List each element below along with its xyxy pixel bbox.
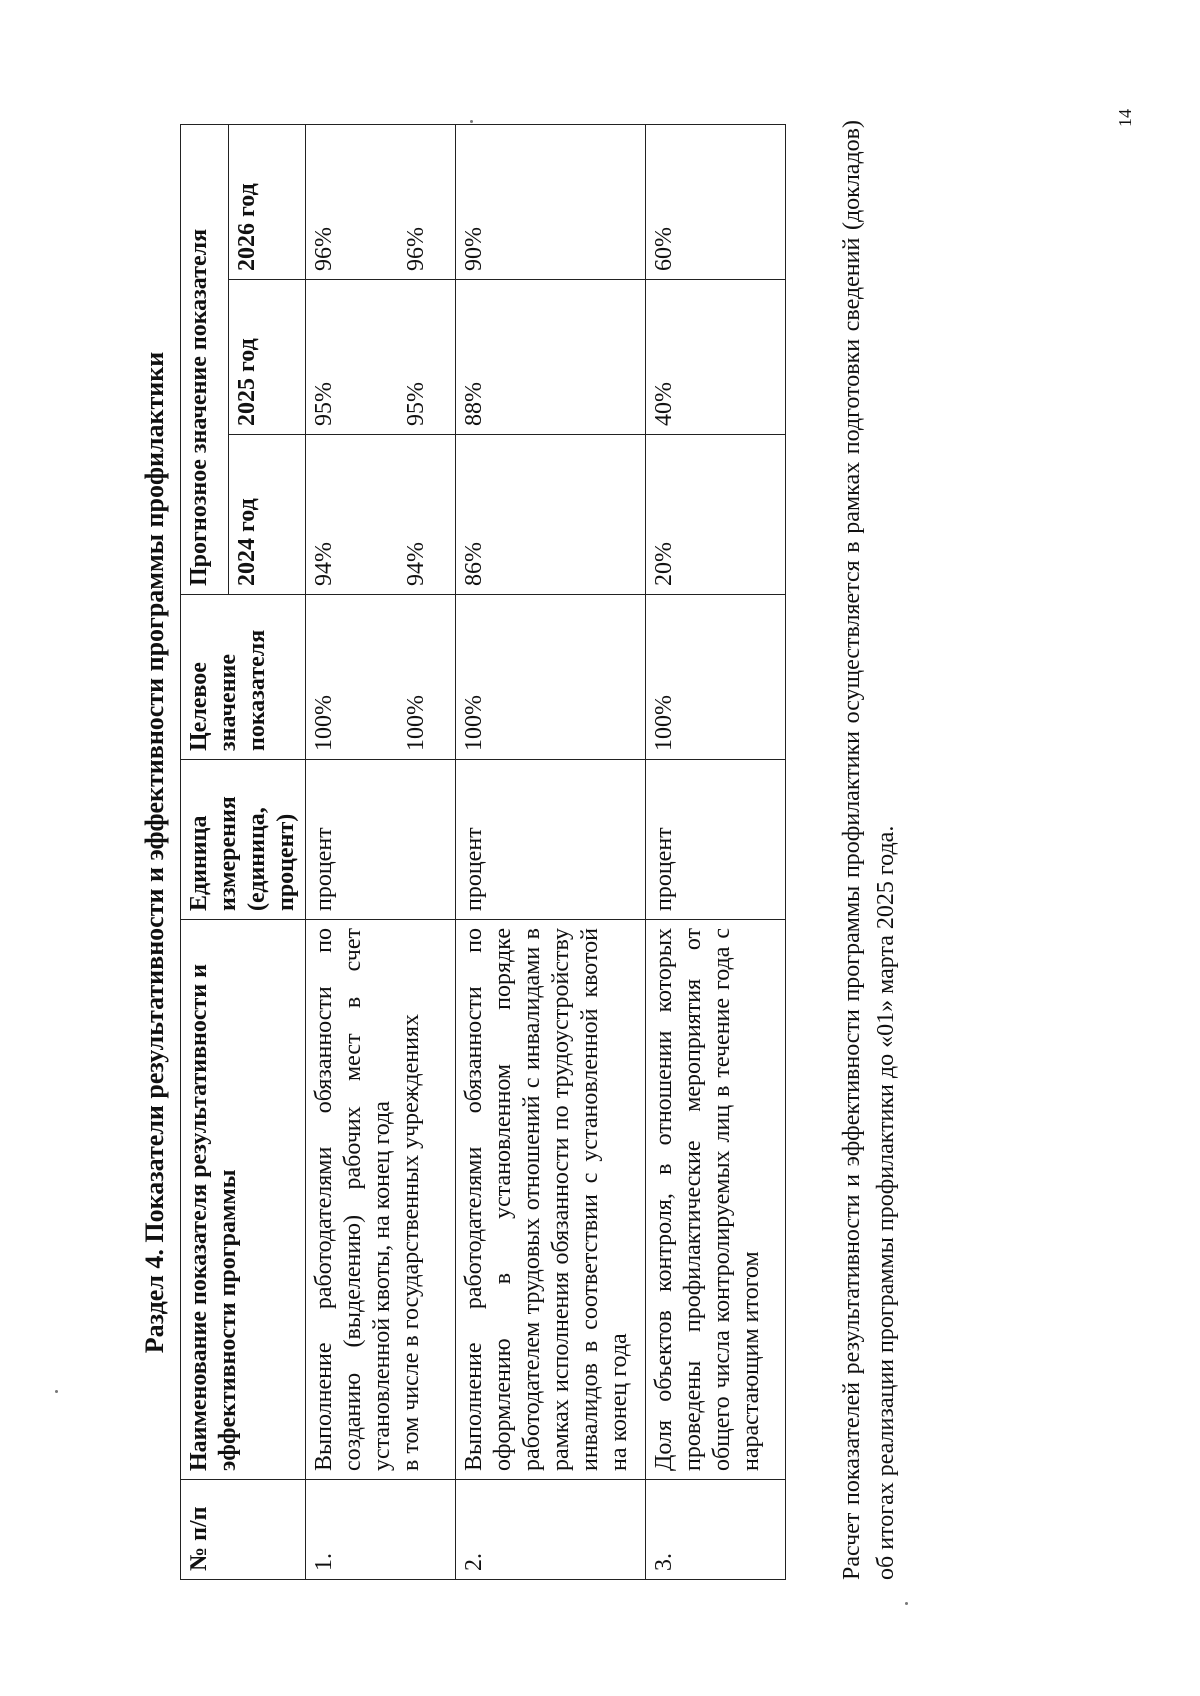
row-num: 2. [456, 1480, 646, 1580]
row-name: Доля объектов контроля, в отношении которых проведены профилактические мероприятия от общего числа контролируемых лиц в течение года с нарастающим итогом [646, 920, 786, 1480]
row-value-2025: 88% [456, 280, 646, 435]
header-unit: Единица измерения (единица, процент) [181, 760, 306, 920]
row-target: 100% [646, 595, 786, 760]
row-sub-value-2025: 95% [403, 382, 429, 426]
indicators-table [180, 124, 786, 1580]
row-value-cell [306, 280, 456, 435]
row-name-cell [306, 920, 456, 1480]
row-value-2024: 20% [646, 435, 786, 595]
header-year-2024: 2024 год [229, 435, 306, 595]
header-target: Целевое значение показателя [181, 595, 306, 760]
row-unit: процент [456, 760, 646, 920]
row-num: 1. [306, 1480, 456, 1580]
footnote: Расчет показателей результативности и эффективности программы профилактики осуществляется в рамках подготовки сведений (докладов) об итогах реализации программы профилактики до «01» марта 2025 года. [839, 120, 899, 1580]
header-forecast: Прогнозное значение показателя [181, 124, 229, 594]
row-num: 3. [646, 1480, 786, 1580]
row-value-2025: 40% [646, 280, 786, 435]
scan-speck [470, 120, 473, 123]
row-name: Выполнение работодателями обязанности по созданию (выделению) рабочих мест в счет установленной квоты, на конец года [311, 928, 395, 1471]
row-target: 100% [456, 595, 646, 760]
page-number: 14 [1115, 109, 1135, 127]
row-value-2024: 86% [456, 435, 646, 595]
row-sub-value-2026: 96% [403, 227, 429, 271]
header-name: Наименование показателя результативности и эффективности программы [181, 920, 306, 1480]
section-title: Раздел 4. Показатели результативности и эффективности программы профилактики [140, 351, 169, 1354]
row-value-2026: 90% [456, 124, 646, 279]
row-target-cell [306, 595, 456, 760]
table-row [306, 124, 456, 1579]
table-header-row [181, 124, 229, 1579]
row-value-2026: 60% [646, 124, 786, 279]
row-sub-value-2024: 94% [403, 542, 429, 586]
row-value-cell [306, 435, 456, 595]
row-value-2026: 96% [311, 227, 337, 271]
header-year-2026: 2026 год [229, 124, 306, 279]
row-target: 100% [311, 695, 337, 751]
row-sub-target: 100% [403, 695, 429, 751]
row-value-2025: 95% [311, 382, 337, 426]
table-row [646, 124, 786, 1579]
row-name: Выполнение работодателями обязанности по оформлению в установленном порядке работодателем трудовых отношений с инвалидами в рамках исполнения обязанности по трудоустройству инвалидов в соответствии с установленной квотой на конец года [456, 920, 646, 1480]
row-unit: процент [306, 760, 456, 920]
row-value-2024: 94% [311, 542, 337, 586]
scan-speck [55, 1390, 58, 1393]
header-year-2025: 2025 год [229, 280, 306, 435]
header-num: № п/п [181, 1480, 306, 1580]
row-unit: процент [646, 760, 786, 920]
table-row [456, 124, 646, 1579]
rotated-page-content [135, 80, 1135, 1625]
scan-speck [905, 1602, 908, 1605]
row-value-cell [306, 124, 456, 279]
row-sub-name: в том числе в государственных учреждениях [398, 1014, 424, 1471]
